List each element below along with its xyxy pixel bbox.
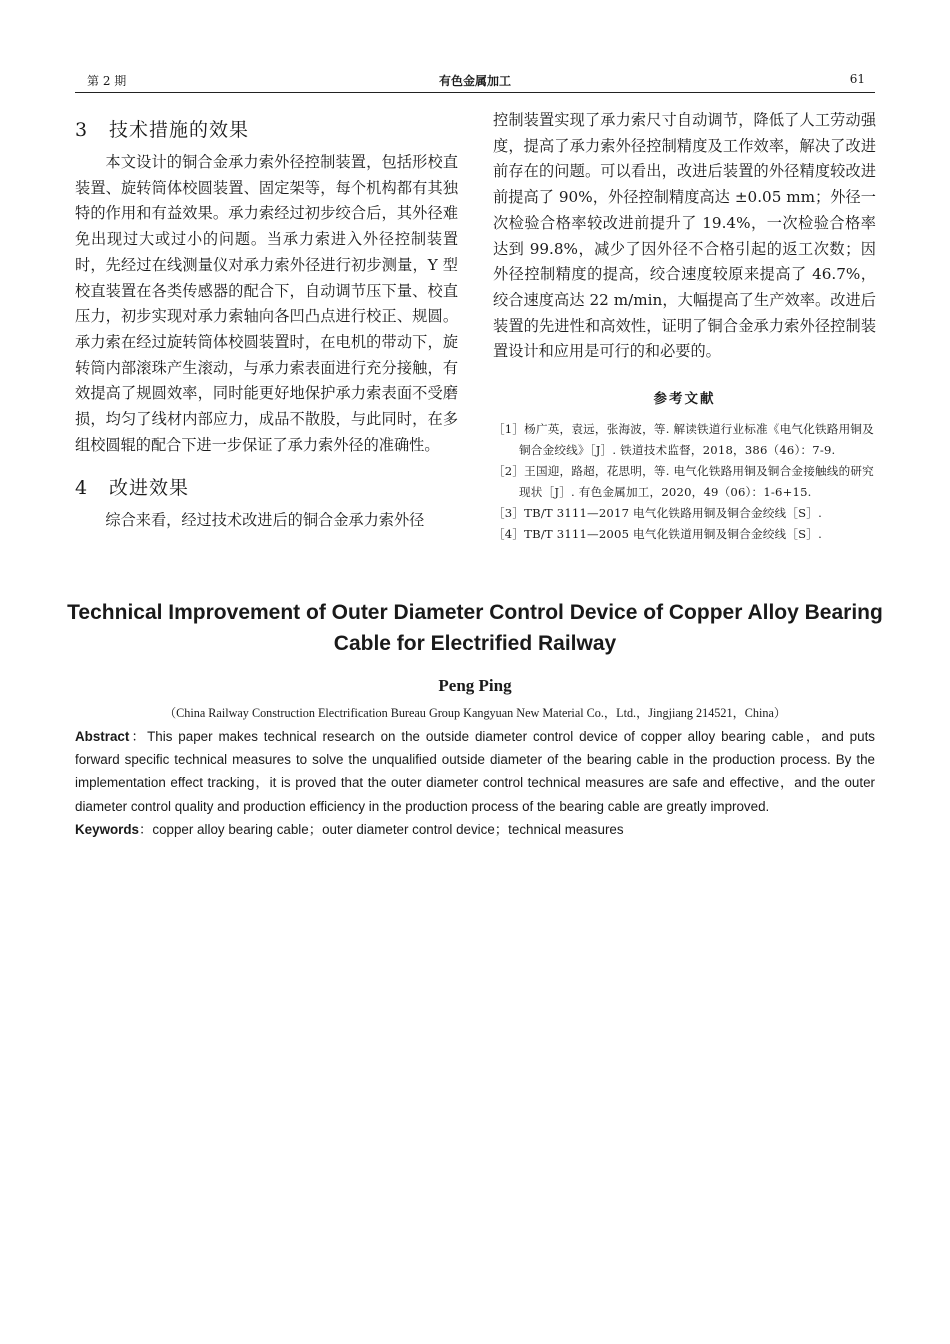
page-header bbox=[75, 70, 875, 93]
references-list bbox=[493, 419, 876, 545]
reference-item: ［3］TB/T 3111—2017 电气化铁路用铜及铜合金绞线［S］. bbox=[493, 505, 822, 520]
keywords-text: ：copper alloy bearing cable；outer diameter control device；technical measures bbox=[139, 821, 624, 837]
page-number: 61 bbox=[849, 72, 865, 86]
section-4-heading bbox=[75, 472, 458, 504]
section-3-title: 技术措施的效果 bbox=[109, 119, 250, 141]
abstract-label: Abstract bbox=[75, 729, 130, 744]
keywords-label: Keywords bbox=[75, 821, 139, 837]
section-4-paragraph-cont: 控制装置实现了承力索尺寸自动调节，降低了人工劳动强度，提高了承力索外径控制精度及工作效率，解决了改进前存在的问题。可以看出，改进后装置的外径精度较改进前提高了 90%，外径控制精度高达 ±0.05 mm；外径一次检验合格率较改进前提升了 19.4%，一次检验合格率达到 99.8%，减少了因外径不合格引起的返工次数；因外径控制精度的提高，绞合速度较原来提高了 46.7%，绞合速度高达 22 m/min，大幅提高了生产效率。改进后装置的先进性和高效性，证明了铜合金承力索外径控制装置设计和应用是可行的和必要的。 bbox=[493, 111, 876, 361]
english-title: Technical Improvement of Outer Diameter Control Device of Copper Alloy Bearing Cable for Electrified Railway bbox=[67, 601, 883, 655]
author-name: Peng Ping bbox=[438, 676, 512, 695]
journal-name: 有色金属加工 bbox=[438, 74, 511, 88]
abstract bbox=[75, 725, 875, 818]
author-affiliation: （China Railway Construction Electrification Bureau Group Kangyuan New Material Co.，Ltd.，Jingjiang 214521，China） bbox=[163, 706, 787, 720]
section-4-paragraph-start: 综合来看，经过技术改进后的铜合金承力索外径 bbox=[105, 511, 425, 530]
section-4-title: 改进效果 bbox=[109, 477, 190, 500]
issue-number: 第 2 期 bbox=[87, 74, 127, 88]
reference-item: ［1］杨广英，袁远，张海波，等. 解读铁道行业标准《电气化铁路用铜及铜合金绞线》［J］. 铁道技术监督，2018，386（46）：7-9. bbox=[493, 421, 874, 457]
right-column bbox=[493, 108, 876, 545]
references-title: 参考文献 bbox=[653, 391, 716, 408]
reference-item: ［2］王国迎，路超，花思明，等. 电气化铁路用铜及铜合金接触线的研究现状［J］. 有色金属加工，2020，49（06）：1-6+15. bbox=[493, 463, 874, 499]
section-3-number: 3 bbox=[75, 119, 89, 141]
section-4-number: 4 bbox=[75, 477, 89, 500]
english-abstract-block bbox=[75, 725, 875, 841]
reference-item: ［4］TB/T 3111—2005 电气化铁道用铜及铜合金绞线［S］. bbox=[493, 526, 822, 541]
keywords bbox=[75, 818, 875, 841]
abstract-text: ：This paper makes technical research on the outside diameter control device of copper alloy bearing cable，and puts forward specific technical measures to solve the unqualified outside diameter of the bearing cable in the production process. By the implementation effect tracking，it is proved that the outer diameter control technical measures are safe and effective，and the outer diameter control quality and production efficiency in the production process of the bearing cable are greatly improved. bbox=[75, 729, 875, 814]
left-column bbox=[75, 108, 458, 534]
section-3-paragraph: 本文设计的铜合金承力索外径控制装置，包括形校直装置、旋转筒体校圆装置、固定架等，每个机构都有其独特的作用和有益效果。承力索经过初步绞合后，其外径难免出现过大或过小的问题。当承力索进入外径控制装置时，先经过在线测量仪对承力索外径进行初步测量，Y 型校直装置在各类传感器的配合下，自动调节压下量、校直压力，初步实现对承力索轴向各凹凸点进行校正、规圆。承力索在经过旋转筒体校圆装置时，在电机的带动下，旋转筒内部滚珠产生滚动，与承力索表面进行充分接触，有效提高了规圆效率，同时能更好地保护承力索表面不受磨损，均匀了线材内部应力，成品不散股，与此同时，在多组校圆辊的配合下进一步保证了承力索外径的准确性。 bbox=[75, 153, 458, 454]
section-3-heading bbox=[75, 114, 458, 146]
